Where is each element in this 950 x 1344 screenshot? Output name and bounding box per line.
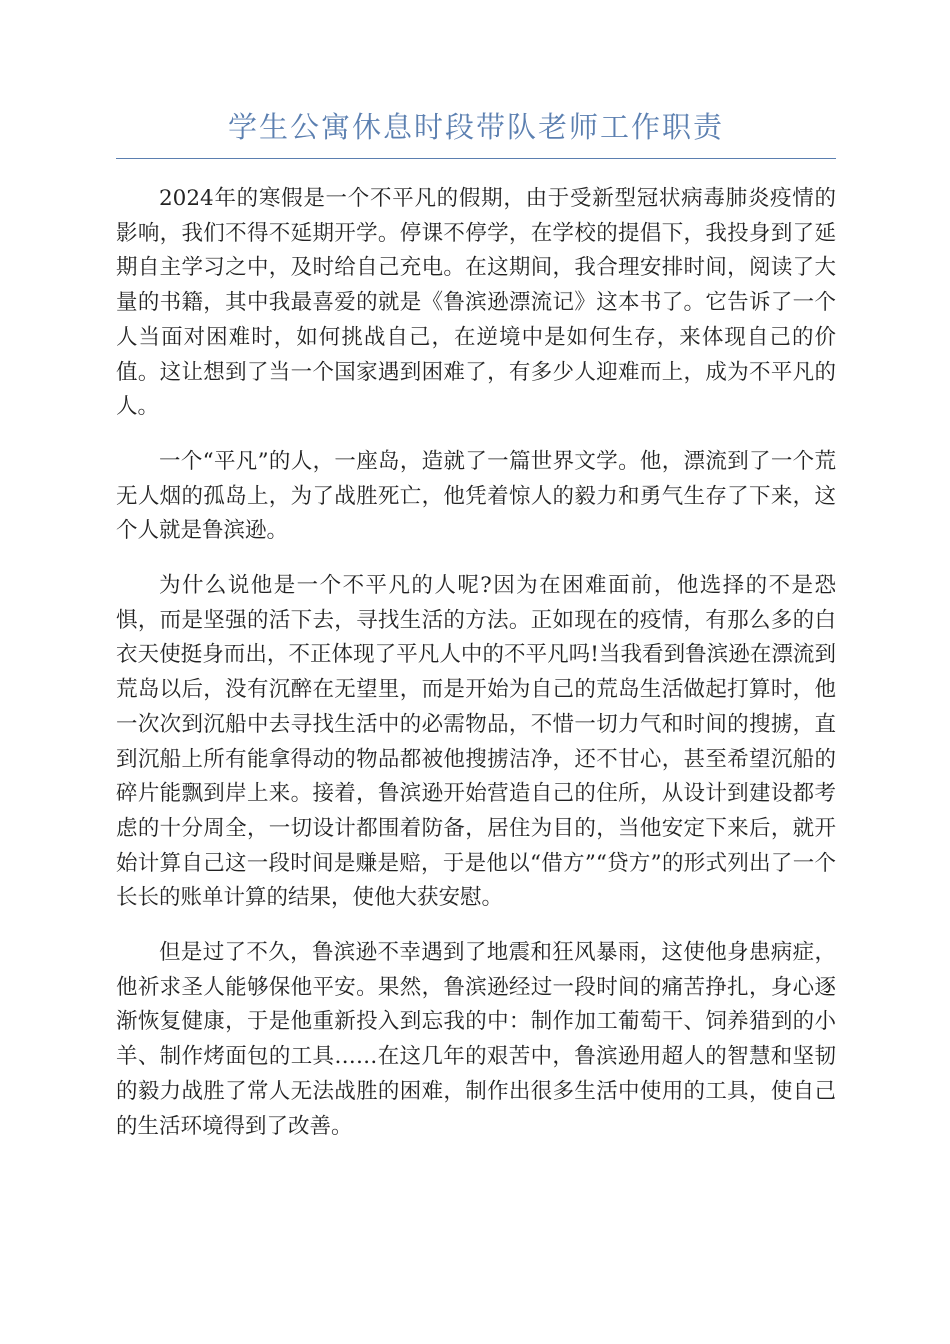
document-body bbox=[116, 182, 836, 1144]
paragraph-1: 2024年的寒假是一个不平凡的假期，由于受新型冠状病毒肺炎疫情的影响，我们不得不延期开学。停课不停学，在学校的提倡下，我投身到了延期自主学习之中，及时给自己充电。在这期间，我合理安排时间，阅读了大量的书籍，其中我最喜爱的就是《鲁滨逊漂流记》这本书了。它告诉了一个人当面对困难时，如何挑战自己，在逆境中是如何生存，来体现自己的价值。这让想到了当一个国家遇到困难了，有多少人迎难而上，成为不平凡的人。 bbox=[116, 186, 836, 420]
paragraph-4: 但是过了不久，鲁滨逊不幸遇到了地震和狂风暴雨，这使他身患病症，他祈求圣人能够保他平安。果然，鲁滨逊经过一段时间的痛苦挣扎，身心逐渐恢复健康，于是他重新投入到忘我的中：制作加工葡萄干、饲养猎到的小羊、制作烤面包的工具……在这几年的艰苦中，鲁滨逊用超人的智慧和坚韧的毅力战胜了常人无法战胜的困难，制作出很多生活中使用的工具，使自己的生活环境得到了改善。 bbox=[116, 940, 836, 1139]
document-page bbox=[116, 100, 836, 1164]
document-title: 学生公寓休息时段带队老师工作职责 bbox=[116, 100, 836, 159]
paragraph-2: 一个“平凡”的人，一座岛，造就了一篇世界文学。他，漂流到了一个荒无人烟的孤岛上，为了战胜死亡，他凭着惊人的毅力和勇气生存了下来，这个人就是鲁滨逊。 bbox=[116, 448, 836, 544]
paragraph-3: 为什么说他是一个不平凡的人呢?因为在困难面前，他选择的不是恐惧，而是坚强的活下去，寻找生活的方法。正如现在的疫情，有那么多的白衣天使挺身而出，不正体现了平凡人中的不平凡吗!当我看到鲁滨逊在漂流到荒岛以后，没有沉醉在无望里，而是开始为自己的荒岛生活做起打算时，他一次次到沉船中去寻找生活中的必需物品，不惜一切力气和时间的搜掳，直到沉船上所有能拿得动的物品都被他搜掳洁净，还不甘心，甚至希望沉船的碎片能飘到岸上来。接着，鲁滨逊开始营造自己的住所，从设计到建设都考虑的十分周全，一切设计都围着防备，居住为目的，当他安定下来后，就开始计算自己这一段时间是赚是赔，于是他以“借方”“贷方”的形式列出了一个长长的账单计算的结果，使他大获安慰。 bbox=[116, 573, 836, 911]
